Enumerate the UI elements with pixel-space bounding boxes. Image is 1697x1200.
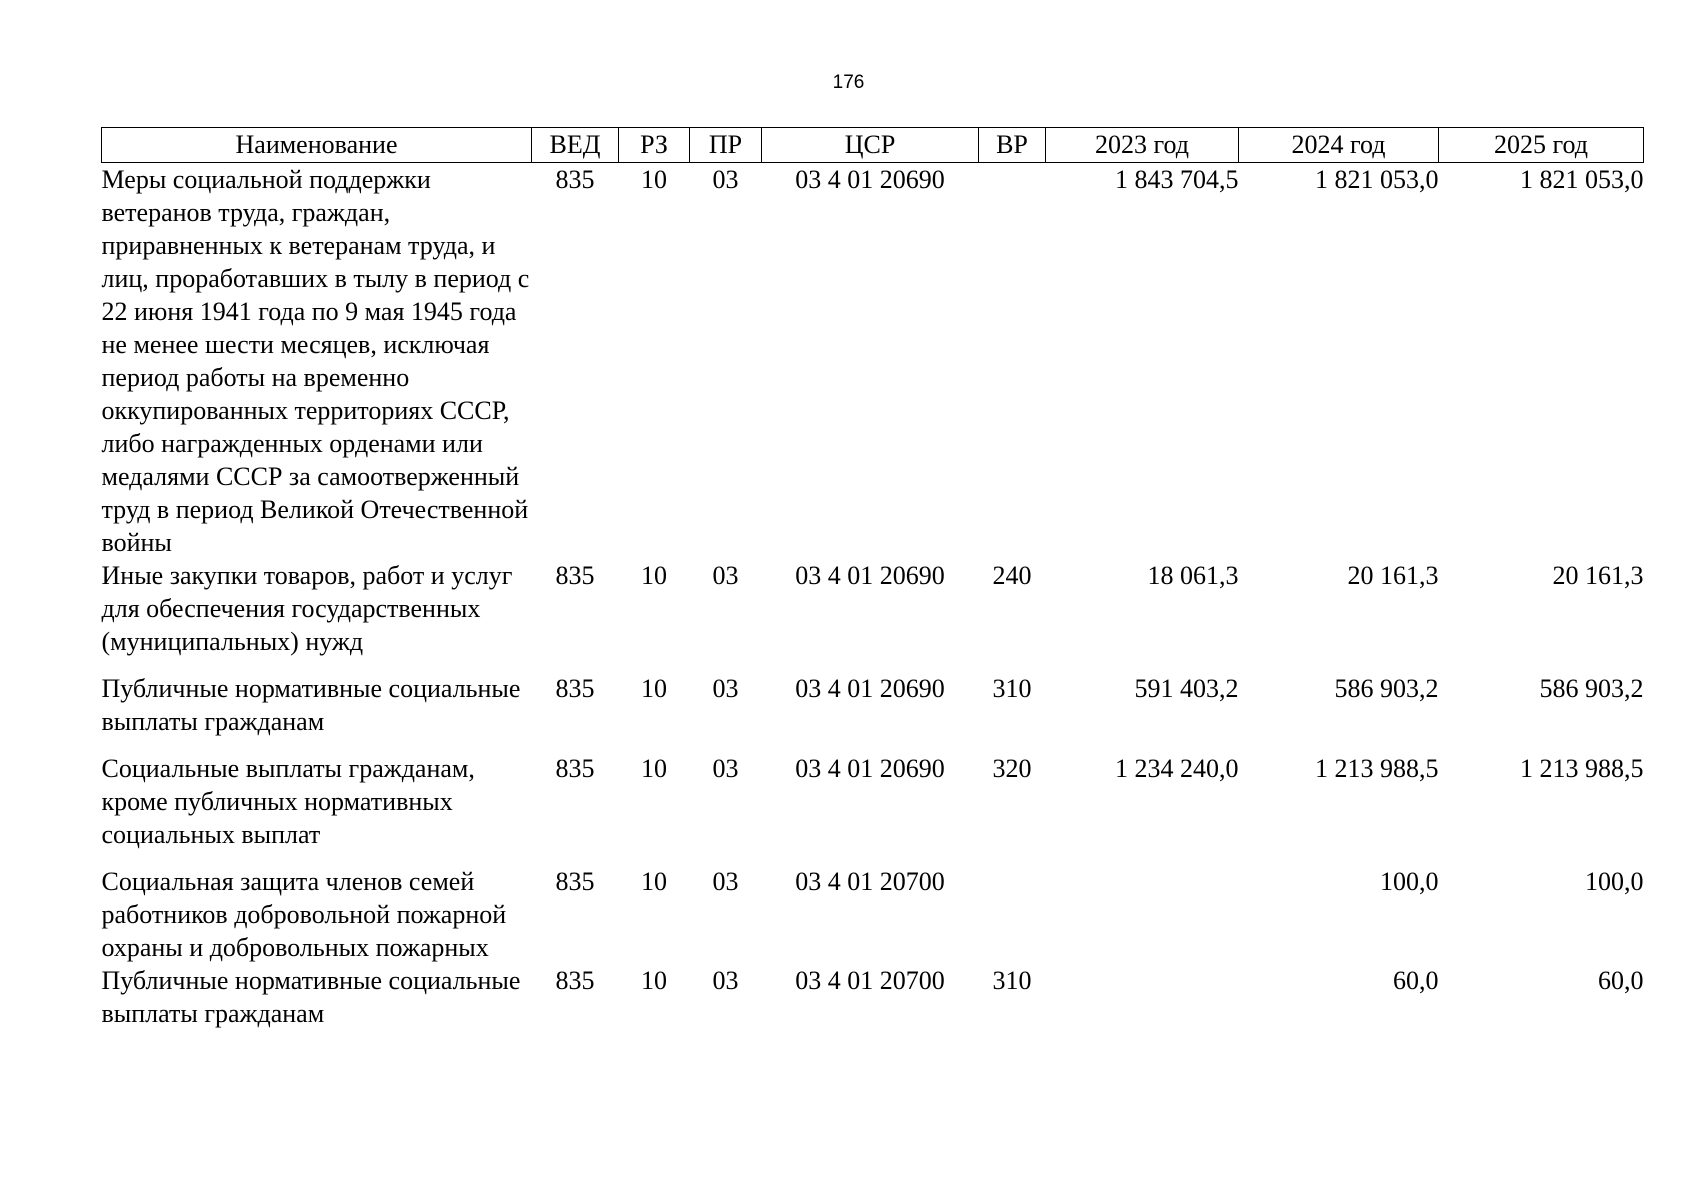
row-2024: 586 903,2 (1334, 674, 1439, 703)
row-csr: 03 4 01 20690 (795, 561, 945, 590)
row-pr: 03 (712, 754, 739, 783)
row-vr (979, 865, 1046, 964)
table-row (102, 964, 1644, 1030)
row-name: Публичные нормативные социальные выплаты гражданам (101, 674, 521, 736)
table-row (102, 559, 1644, 658)
row-pr: 03 (712, 674, 739, 703)
row-2025: 20 161,3 (1552, 561, 1644, 590)
row-csr: 03 4 01 20690 (795, 165, 945, 194)
row-ved: 835 (555, 966, 595, 995)
row-vr (979, 163, 1046, 560)
row-vr: 310 (992, 674, 1032, 703)
table-row (102, 672, 1644, 738)
header-csr: ЦСР (762, 128, 979, 163)
row-rz: 10 (641, 674, 667, 703)
header-2024: 2024 год (1239, 128, 1439, 163)
table-header (102, 128, 1644, 163)
row-ved: 835 (555, 754, 595, 783)
header-2023: 2023 год (1046, 128, 1239, 163)
row-vr: 310 (992, 966, 1032, 995)
row-pr: 03 (712, 165, 739, 194)
row-rz: 10 (641, 966, 667, 995)
header-2025: 2025 год (1439, 128, 1644, 163)
page-number: 176 (832, 72, 865, 93)
row-2024: 1 213 988,5 (1315, 754, 1439, 783)
row-csr: 03 4 01 20700 (795, 867, 945, 896)
header-rz: РЗ (619, 128, 690, 163)
row-spacer (102, 851, 1644, 865)
table-row (102, 865, 1644, 964)
row-2025: 1 821 053,0 (1520, 165, 1644, 194)
row-spacer (102, 738, 1644, 752)
row-name: Меры социальной поддержки ветеранов труда, граждан, приравненных к ветеранам труда, и лиц, проработавших в тылу в период с 22 июня 1941 года по 9 мая 1945 года не менее шести месяцев, исключая период работы на временно оккупированных территориях СССР, либо награжденных орденами или медалями СССР за самоотверженный труд в период Великой Отечественной войны (101, 165, 530, 557)
row-ved: 835 (555, 674, 595, 703)
row-ved: 835 (555, 561, 595, 590)
row-name: Социальные выплаты гражданам, кроме публичных нормативных социальных выплат (101, 754, 475, 849)
budget-table (101, 127, 1644, 1030)
row-2023: 18 061,3 (1147, 561, 1239, 590)
table-row (102, 752, 1644, 851)
row-2024: 100,0 (1380, 867, 1439, 896)
row-2023 (1046, 964, 1239, 1030)
row-name: Публичные нормативные социальные выплаты гражданам (101, 966, 521, 1028)
row-rz: 10 (641, 165, 667, 194)
row-csr: 03 4 01 20690 (795, 674, 945, 703)
row-2025: 586 903,2 (1539, 674, 1644, 703)
row-pr: 03 (712, 561, 739, 590)
row-pr: 03 (712, 966, 739, 995)
row-name: Иные закупки товаров, работ и услуг для обеспечения государственных (муниципальных) нужд (101, 561, 513, 656)
header-pr: ПР (690, 128, 762, 163)
row-2025: 100,0 (1585, 867, 1644, 896)
row-vr: 240 (992, 561, 1032, 590)
header-name: Наименование (102, 128, 532, 163)
row-2024: 60,0 (1393, 966, 1439, 995)
row-ved: 835 (555, 165, 595, 194)
row-rz: 10 (641, 561, 667, 590)
row-2023: 1 843 704,5 (1115, 165, 1239, 194)
row-spacer (102, 658, 1644, 672)
row-vr: 320 (992, 754, 1032, 783)
table-body (102, 163, 1644, 1031)
row-csr: 03 4 01 20700 (795, 966, 945, 995)
row-2023: 1 234 240,0 (1115, 754, 1239, 783)
row-2025: 60,0 (1598, 966, 1644, 995)
row-rz: 10 (641, 754, 667, 783)
row-rz: 10 (641, 867, 667, 896)
table-row (102, 163, 1644, 560)
row-2025: 1 213 988,5 (1520, 754, 1644, 783)
row-2024: 20 161,3 (1347, 561, 1439, 590)
header-vr: ВР (979, 128, 1046, 163)
row-2023 (1046, 865, 1239, 964)
row-csr: 03 4 01 20690 (795, 754, 945, 783)
row-ved: 835 (555, 867, 595, 896)
row-2024: 1 821 053,0 (1315, 165, 1439, 194)
row-name: Социальная защита членов семей работников добровольной пожарной охраны и добровольных пожарных (101, 867, 507, 962)
row-pr: 03 (712, 867, 739, 896)
row-2023: 591 403,2 (1134, 674, 1239, 703)
header-ved: ВЕД (532, 128, 619, 163)
